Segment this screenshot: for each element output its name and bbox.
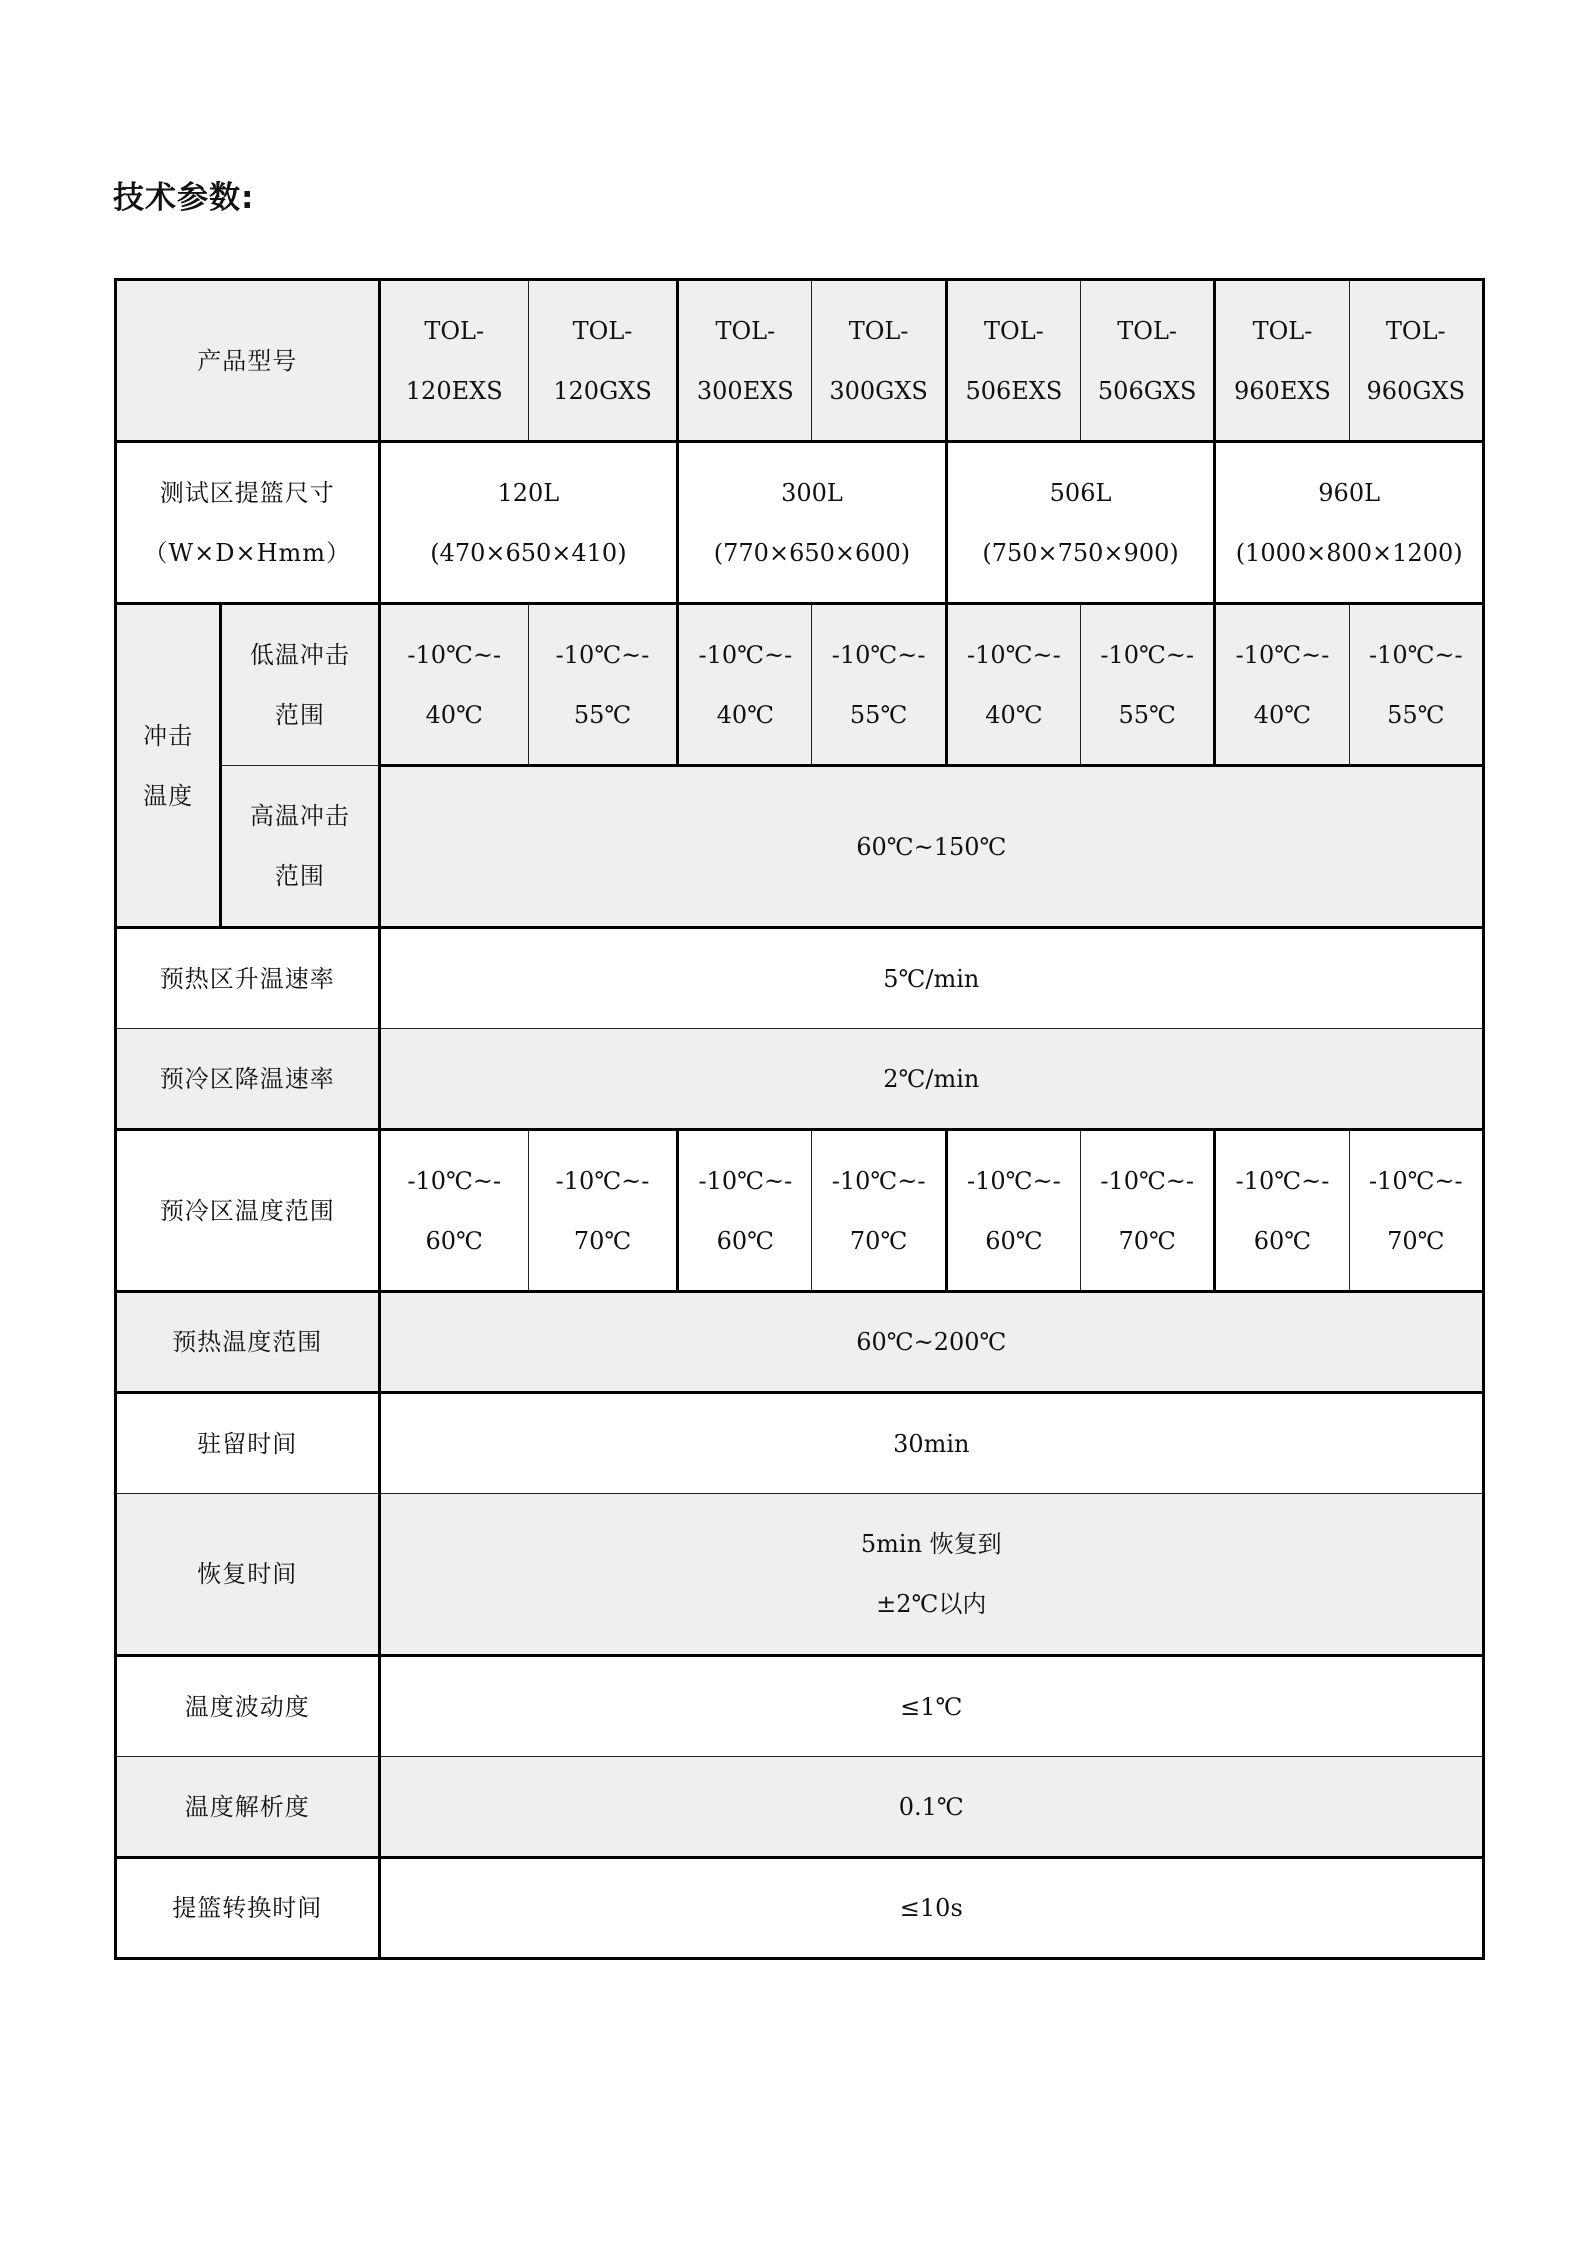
low-shock-cell: -10℃~- 55℃ xyxy=(812,604,946,766)
row-low-shock xyxy=(116,604,1484,766)
row-fluctuation xyxy=(116,1656,1484,1757)
transfer-time-cell: ≤10s xyxy=(379,1858,1483,1959)
label-precool-range: 预冷区温度范围 xyxy=(116,1130,380,1292)
precool-range-cell: -10℃~- 70℃ xyxy=(528,1130,677,1292)
precool-range-cell: -10℃~- 70℃ xyxy=(1349,1130,1483,1292)
label-low-shock: 低温冲击 范围 xyxy=(221,604,379,766)
low-shock-cell: -10℃~- 40℃ xyxy=(379,604,528,766)
model-cell: TOL- 960GXS xyxy=(1349,280,1483,442)
preheat-rate-cell: 5℃/min xyxy=(379,928,1483,1029)
model-cell: TOL- 120GXS xyxy=(528,280,677,442)
model-cell: TOL- 960EXS xyxy=(1215,280,1349,442)
precool-range-cell: -10℃~- 60℃ xyxy=(1215,1130,1349,1292)
model-cell: TOL- 120EXS xyxy=(379,280,528,442)
label-precool-rate: 预冷区降温速率 xyxy=(116,1029,380,1130)
row-recovery-time xyxy=(116,1494,1484,1656)
low-shock-cell: -10℃~- 40℃ xyxy=(678,604,812,766)
model-cell: TOL- 506EXS xyxy=(946,280,1080,442)
label-fluctuation: 温度波动度 xyxy=(116,1656,380,1757)
label-preheat-rate: 预热区升温速率 xyxy=(116,928,380,1029)
page-title: 技术参数: xyxy=(113,180,255,216)
low-shock-cell: -10℃~- 55℃ xyxy=(1081,604,1215,766)
recovery-time-cell: 5min 恢复到 ±2℃以内 xyxy=(379,1494,1483,1656)
low-shock-cell: -10℃~- 40℃ xyxy=(1215,604,1349,766)
row-basket-size xyxy=(116,442,1484,604)
low-shock-cell: -10℃~- 55℃ xyxy=(1349,604,1483,766)
precool-range-cell: -10℃~- 60℃ xyxy=(946,1130,1080,1292)
preheat-range-cell: 60℃~200℃ xyxy=(379,1292,1483,1393)
basket-size-cell: 300L (770×650×600) xyxy=(678,442,947,604)
precool-range-cell: -10℃~- 60℃ xyxy=(678,1130,812,1292)
dwell-time-cell: 30min xyxy=(379,1393,1483,1494)
model-cell: TOL- 300GXS xyxy=(812,280,946,442)
basket-size-cell: 960L (1000×800×1200) xyxy=(1215,442,1484,604)
row-resolution xyxy=(116,1757,1484,1858)
row-model xyxy=(116,280,1484,442)
label-high-shock: 高温冲击 范围 xyxy=(221,766,379,928)
high-shock-cell: 60℃~150℃ xyxy=(379,766,1483,928)
label-basket-size: 测试区提篮尺寸 （W×D×Hmm） xyxy=(116,442,380,604)
precool-rate-cell: 2℃/min xyxy=(379,1029,1483,1130)
label-transfer-time: 提篮转换时间 xyxy=(116,1858,380,1959)
row-precool-range xyxy=(116,1130,1484,1292)
low-shock-cell: -10℃~- 55℃ xyxy=(528,604,677,766)
model-cell: TOL- 506GXS xyxy=(1081,280,1215,442)
spec-table xyxy=(114,278,1485,1960)
precool-range-cell: -10℃~- 60℃ xyxy=(379,1130,528,1292)
basket-size-cell: 506L (750×750×900) xyxy=(946,442,1215,604)
label-dwell-time: 驻留时间 xyxy=(116,1393,380,1494)
row-preheat-range xyxy=(116,1292,1484,1393)
resolution-cell: 0.1℃ xyxy=(379,1757,1483,1858)
row-high-shock xyxy=(116,766,1484,928)
label-recovery-time: 恢复时间 xyxy=(116,1494,380,1656)
label-resolution: 温度解析度 xyxy=(116,1757,380,1858)
low-shock-cell: -10℃~- 40℃ xyxy=(946,604,1080,766)
row-precool-rate xyxy=(116,1029,1484,1130)
model-cell: TOL- 300EXS xyxy=(678,280,812,442)
row-dwell-time xyxy=(116,1393,1484,1494)
label-model: 产品型号 xyxy=(116,280,380,442)
label-preheat-range: 预热温度范围 xyxy=(116,1292,380,1393)
row-preheat-rate xyxy=(116,928,1484,1029)
precool-range-cell: -10℃~- 70℃ xyxy=(1081,1130,1215,1292)
basket-size-cell: 120L (470×650×410) xyxy=(379,442,678,604)
precool-range-cell: -10℃~- 70℃ xyxy=(812,1130,946,1292)
row-transfer-time xyxy=(116,1858,1484,1959)
fluctuation-cell: ≤1℃ xyxy=(379,1656,1483,1757)
label-shock-temp: 冲击 温度 xyxy=(116,604,221,928)
